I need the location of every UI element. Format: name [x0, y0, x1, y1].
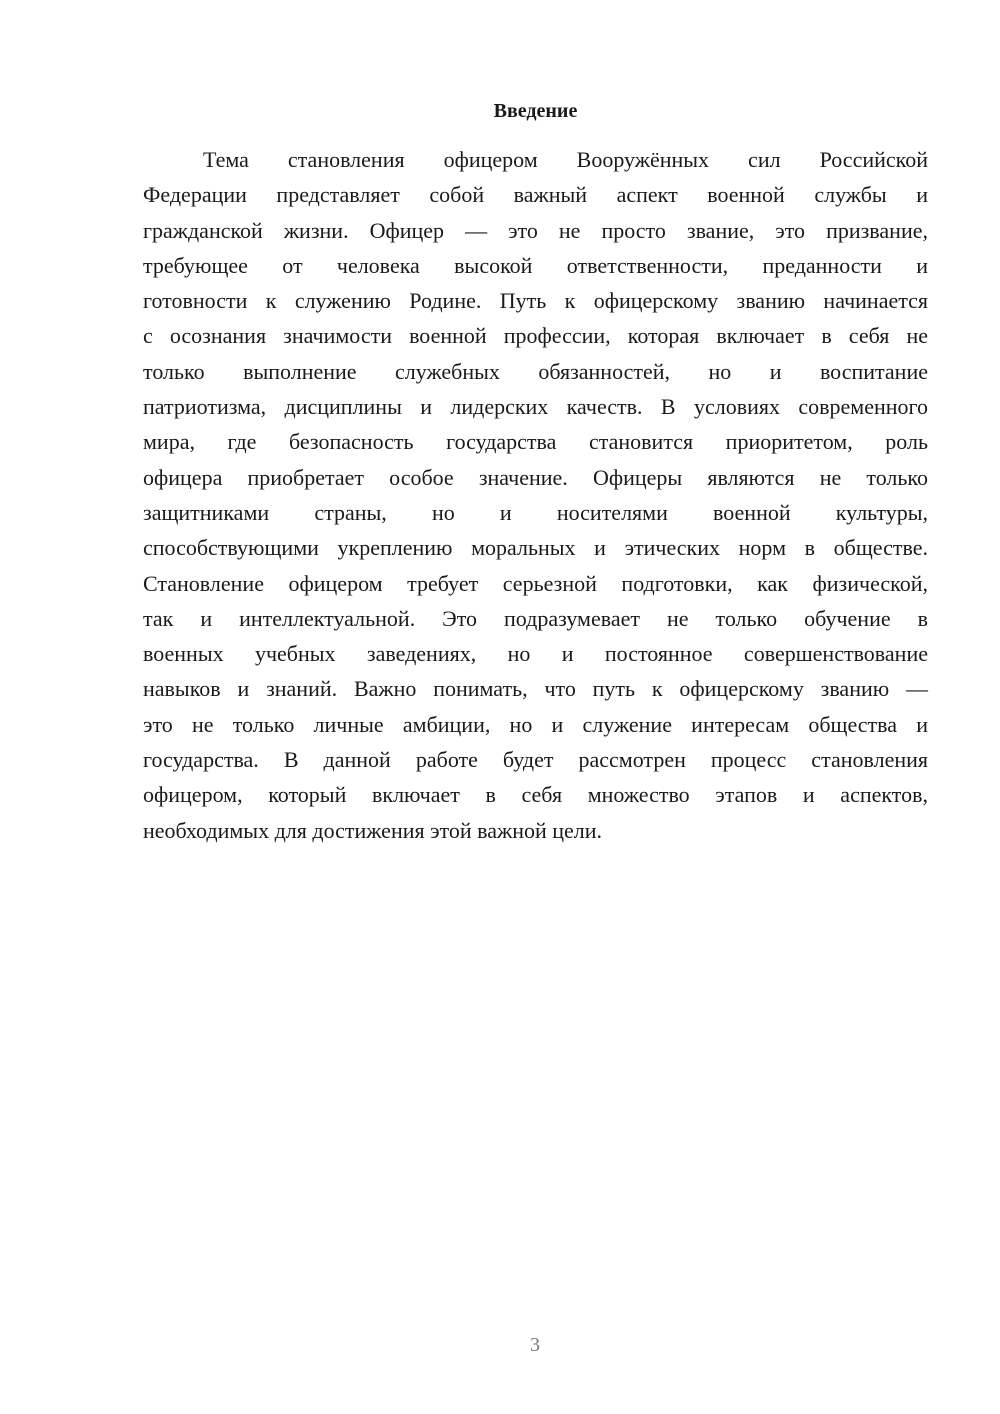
paragraph-line: навыков и знаний. Важно понимать, что путь к офицерскому званию —: [143, 676, 928, 702]
paragraph-line: так и интеллектуальной. Это подразумевает не только обучение в: [143, 605, 928, 631]
paragraph-line: защитниками страны, но и носителями военной культуры,: [143, 499, 928, 525]
paragraph-line: офицера приобретает особое значение. Офицеры являются не только: [143, 464, 928, 490]
paragraph-line: гражданской жизни. Офицер — это не просто звание, это призвание,: [143, 217, 928, 243]
paragraph-line: мира, где безопасность государства становится приоритетом, роль: [143, 429, 928, 455]
paragraph-line: способствующими укреплению моральных и этических норм в обществе.: [143, 535, 928, 561]
paragraph-line: офицером, который включает в себя множество этапов и аспектов,: [143, 782, 928, 808]
page-number: 3: [530, 1334, 540, 1356]
page-title: Введение: [493, 100, 578, 122]
paragraph-line: с осознания значимости военной профессии, которая включает в себя не: [143, 323, 928, 349]
intro-paragraph: [143, 142, 928, 848]
paragraph-line: требующее от человека высокой ответственности, преданности и: [143, 252, 928, 278]
paragraph-line: необходимых для достижения этой важной цели.: [143, 817, 603, 843]
paragraph-line: государства. В данной работе будет рассмотрен процесс становления: [143, 747, 928, 773]
paragraph-line: Тема становления офицером Вооружённых сил Российской: [203, 147, 928, 172]
paragraph-line: только выполнение служебных обязанностей, но и воспитание: [143, 358, 928, 384]
paragraph-line: готовности к служению Родине. Путь к офицерскому званию начинается: [143, 288, 928, 314]
paragraph-line: это не только личные амбиции, но и служение интересам общества и: [143, 711, 928, 737]
paragraph-line: военных учебных заведениях, но и постоянное совершенствование: [143, 641, 928, 667]
paragraph-line: Федерации представляет собой важный аспект военной службы и: [143, 182, 928, 208]
paragraph-line: патриотизма, дисциплины и лидерских качеств. В условиях современного: [143, 394, 928, 420]
paragraph-line: Становление офицером требует серьезной подготовки, как физической,: [143, 570, 928, 596]
